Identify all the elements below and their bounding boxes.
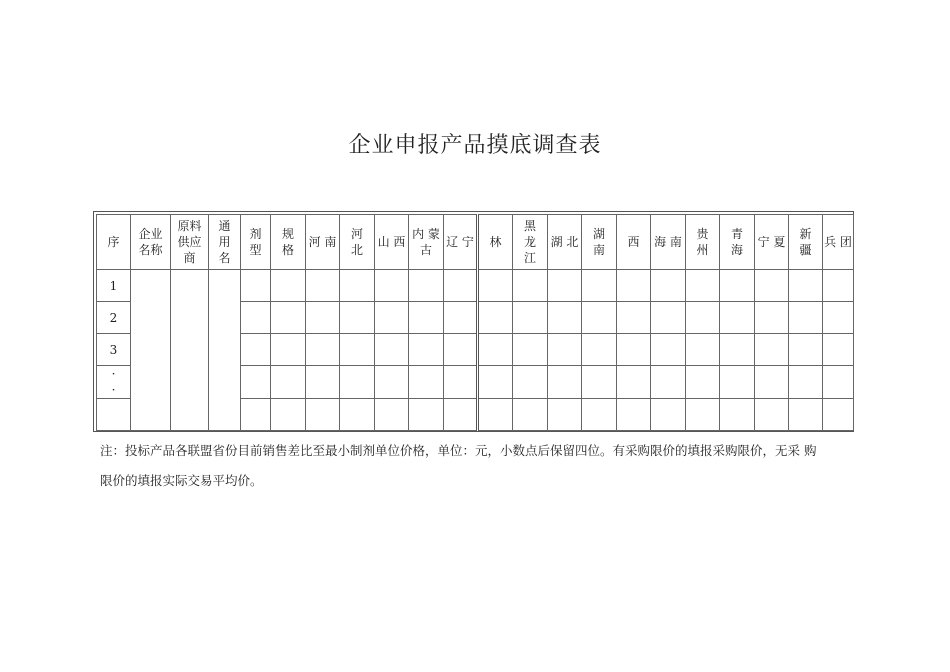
- table-cell: [755, 270, 789, 302]
- table-cell: [548, 399, 582, 431]
- header-cell: 通 用 名: [209, 215, 241, 270]
- table-cell: [306, 302, 340, 334]
- survey-table: [96, 214, 854, 431]
- table-cell: [409, 270, 444, 302]
- header-cell: 规 格: [271, 215, 306, 270]
- table-cell: [686, 270, 720, 302]
- header-row: [97, 215, 854, 270]
- table-cell: [171, 270, 209, 431]
- table-cell: [478, 399, 513, 431]
- table-cell: [651, 366, 686, 399]
- table-cell: [444, 270, 478, 302]
- table-cell: [375, 302, 409, 334]
- table-cell: [651, 334, 686, 366]
- table-cell: [755, 334, 789, 366]
- table-cell: [340, 399, 375, 431]
- table-cell: [340, 334, 375, 366]
- table-cell: [789, 302, 823, 334]
- table-cell: [241, 366, 271, 399]
- header-cell: 西: [617, 215, 651, 270]
- table-cell: [548, 334, 582, 366]
- table-cell: [686, 334, 720, 366]
- footnote: [100, 436, 890, 496]
- table-cell: [340, 270, 375, 302]
- header-cell: 贵 州: [686, 215, 720, 270]
- table-cell: [375, 366, 409, 399]
- table-cell: [720, 302, 755, 334]
- table-cell: [617, 399, 651, 431]
- table-cell: [444, 334, 478, 366]
- table-cell: [789, 270, 823, 302]
- row-number-cell: · ·: [97, 366, 131, 399]
- table-cell: [478, 270, 513, 302]
- table-cell: [582, 399, 617, 431]
- header-cell: 辽 宁: [444, 215, 478, 270]
- table-cell: [513, 399, 548, 431]
- table-cell: [789, 366, 823, 399]
- table-cell: [548, 270, 582, 302]
- table-cell: [444, 302, 478, 334]
- header-cell: 兵 团: [823, 215, 854, 270]
- header-cell: 林: [478, 215, 513, 270]
- header-cell: 新 疆: [789, 215, 823, 270]
- table-cell: [755, 399, 789, 431]
- table-cell: [548, 302, 582, 334]
- table-cell: [755, 302, 789, 334]
- table-cell: [340, 302, 375, 334]
- table-cell: [686, 399, 720, 431]
- table-cell: [375, 270, 409, 302]
- table-cell: [513, 366, 548, 399]
- footnote-line-1: 注：投标产品各联盟省份目前销售差比至最小制剂单位价格，单位：元，小数点后保留四位。有采购限价的填报采购限价，无采 购: [100, 443, 817, 458]
- table-cell: [271, 399, 306, 431]
- table-cell: [513, 302, 548, 334]
- header-cell: 企业 名称: [131, 215, 171, 270]
- table-cell: [651, 270, 686, 302]
- table-cell: [755, 366, 789, 399]
- table-cell: [548, 366, 582, 399]
- table-cell: [720, 270, 755, 302]
- table-cell: [444, 399, 478, 431]
- header-cell: 黑 龙 江: [513, 215, 548, 270]
- table-cell: [720, 334, 755, 366]
- header-cell: 河 北: [340, 215, 375, 270]
- table-cell: [513, 270, 548, 302]
- header-cell: 原料 供应 商: [171, 215, 209, 270]
- table-cell: [617, 366, 651, 399]
- table-cell: [241, 270, 271, 302]
- table-cell: [513, 334, 548, 366]
- table-cell: [582, 334, 617, 366]
- header-cell: 山 西: [375, 215, 409, 270]
- table-cell: [823, 270, 854, 302]
- header-cell: 湖 南: [582, 215, 617, 270]
- page-title: 企业申报产品摸底调查表: [348, 133, 602, 158]
- table-cell: [271, 302, 306, 334]
- header-cell: 剂 型: [241, 215, 271, 270]
- table-cell: [241, 399, 271, 431]
- table-cell: [823, 399, 854, 431]
- header-cell: 河 南: [306, 215, 340, 270]
- row-number-cell: 1: [97, 270, 131, 302]
- header-cell: 内 蒙 古: [409, 215, 444, 270]
- table-cell: [306, 270, 340, 302]
- table-cell: [478, 366, 513, 399]
- table-cell: [720, 366, 755, 399]
- table-cell: [271, 366, 306, 399]
- table-cell: [209, 270, 241, 431]
- table-cell: [720, 399, 755, 431]
- table-cell: [306, 399, 340, 431]
- footnote-line-2: 限价的填报实际交易平均价。: [100, 473, 263, 488]
- table-cell: [409, 366, 444, 399]
- table-cell: [375, 334, 409, 366]
- row-number-cell: 3: [97, 334, 131, 366]
- header-cell: 海 南: [651, 215, 686, 270]
- header-cell: 序: [97, 215, 131, 270]
- table-cell: [823, 302, 854, 334]
- header-cell: 湖 北: [548, 215, 582, 270]
- table-cell: [478, 334, 513, 366]
- table-cell: [686, 366, 720, 399]
- table-cell: [375, 399, 409, 431]
- table-cell: [651, 302, 686, 334]
- table-row: [97, 270, 854, 302]
- table-cell: [617, 334, 651, 366]
- table-cell: [617, 270, 651, 302]
- header-cell: 宁 夏: [755, 215, 789, 270]
- table-cell: [131, 270, 171, 431]
- table-cell: [409, 334, 444, 366]
- table-cell: [582, 302, 617, 334]
- row-number-cell: 2: [97, 302, 131, 334]
- table-cell: [306, 366, 340, 399]
- table-cell: [306, 334, 340, 366]
- table-cell: [651, 399, 686, 431]
- table-cell: [582, 366, 617, 399]
- table-cell: [444, 366, 478, 399]
- table-cell: [582, 270, 617, 302]
- table-cell: [686, 302, 720, 334]
- table-cell: [823, 366, 854, 399]
- row-number-cell: [97, 399, 131, 431]
- table-cell: [409, 399, 444, 431]
- table-cell: [241, 302, 271, 334]
- table-cell: [271, 270, 306, 302]
- table-cell: [823, 334, 854, 366]
- table-cell: [409, 302, 444, 334]
- table-cell: [789, 399, 823, 431]
- table-cell: [789, 334, 823, 366]
- table-cell: [340, 366, 375, 399]
- table-cell: [478, 302, 513, 334]
- table-cell: [617, 302, 651, 334]
- header-cell: 青 海: [720, 215, 755, 270]
- table-cell: [271, 334, 306, 366]
- table-cell: [241, 334, 271, 366]
